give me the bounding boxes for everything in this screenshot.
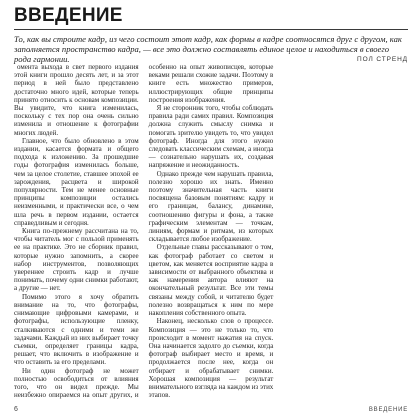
body-paragraph: Однако прежде чем нарушать правила, полезно хорошо их знать. Именно поэтому значительная часть книги посвящена базовым понятиям: кадру и его границам, балансу, динамике, соотношению фигуры и фона, а также графическим элементам — точкам, линиям, формам и ритмам, из которых складывается любое изображение. — [148, 169, 274, 244]
body-paragraph: Главное, что было обновлено в этом издании, касается формата и общего подхода к изложению. За прошедшие годы фотография изменилась больше, чем за целое столетие, ставшее эпохой ее зарождения, расцвета и широкой популярности. Тем не менее основные принципы композиции остались неизменными, и практически все, о чем шла речь в первом издании, остается справедливым и сегодня. — [14, 136, 139, 227]
body-paragraph: Наконец, несколько слов о процессе. Композиция — это не только то, что происходит в момент нажатия на спуск. Она начинается задолго до съемки, когда фотограф выбирает место и время, и продолжается после нее, когда он отбирает и обрабатывает снимки. Хорошая композиция — результат внимательного взгляда на каждом из этих этапов. — [148, 317, 274, 400]
running-head: ВВЕДЕНИЕ — [368, 407, 408, 413]
page-number: 6 — [14, 406, 18, 413]
epigraph — [14, 34, 408, 64]
title-divider — [14, 29, 408, 30]
body-paragraph — [14, 63, 139, 137]
body-paragraph: Ни один фотограф не может полностью освободиться от влияния того, что он видел прежде. Мы неизбежно опираемся на опыт других, и особенно на опыт живописцев, которые веками решали схожие задачи. Поэтому в книге есть множество примеров, иллюстрирующих общие принципы построения изображения. — [14, 63, 274, 400]
body-paragraph: Книга по-прежнему рассчитана на то, чтобы читатель мог с пользой применять ее на практике. Это не сборник правил, которые нужно запомнить, а скорее набор инструментов, позволяющих увереннее строить кадр и лучше понимать, почему одни снимки работают, а другие — нет. — [14, 227, 139, 293]
paragraph-text: омента выхода в свет первого издания этой книги прошло десять лет, и за этот период в ней было представлено достаточно много идей, которые теперь принято относить к основам композиции. Вы увидите, что книга изменилась, поскольку с тех пор она очень сильно изменила и отношение к фотографии многих людей. — [14, 63, 139, 137]
page-footer — [14, 404, 408, 416]
page-title: ВВЕДЕНИЕ — [14, 5, 123, 26]
epigraph-text: То, как вы строите кадр, из чего состоит этот кадр, как формы в кадре соотносятся друг с другом, как заполняется пространство кадра, — все это должно составлять единое целое и находиться в своего рода гармонии. — [14, 34, 402, 64]
body-paragraph: Помимо этого я хочу обратить внимание на то, что фотографы, снимающие цифровыми камерами, и фотографы, использующие пленку, сталкиваются с одними и теми же задачами. Каждый из них выбирает точку съемки, определяет границы кадра, решает, что включить в изображение и что оставить за его пределами. — [14, 292, 139, 367]
epigraph-attribution: ПОЛ СТРЕНД — [357, 56, 408, 63]
body-paragraph: Я не сторонник того, чтобы соблюдать правила ради самих правил. Композиция должна служить смыслу снимка и помогать зрителю увидеть то, что увидел фотограф. Иногда для этого нужно следовать классическим схемам, а иногда — сознательно нарушать их, создавая напряжение и неожиданность. — [148, 104, 274, 170]
body-paragraph: Отдельные главы рассказывают о том, как фотограф работает со светом и цветом, как меняется восприятие кадра в зависимости от выбранного объектива и как намерения автора влияют на окончательный результат. Все эти темы связаны между собой, и читателю будет полезно возвращаться к ним по мере накопления собственного опыта. — [148, 243, 274, 318]
body-text-columns — [14, 63, 408, 401]
